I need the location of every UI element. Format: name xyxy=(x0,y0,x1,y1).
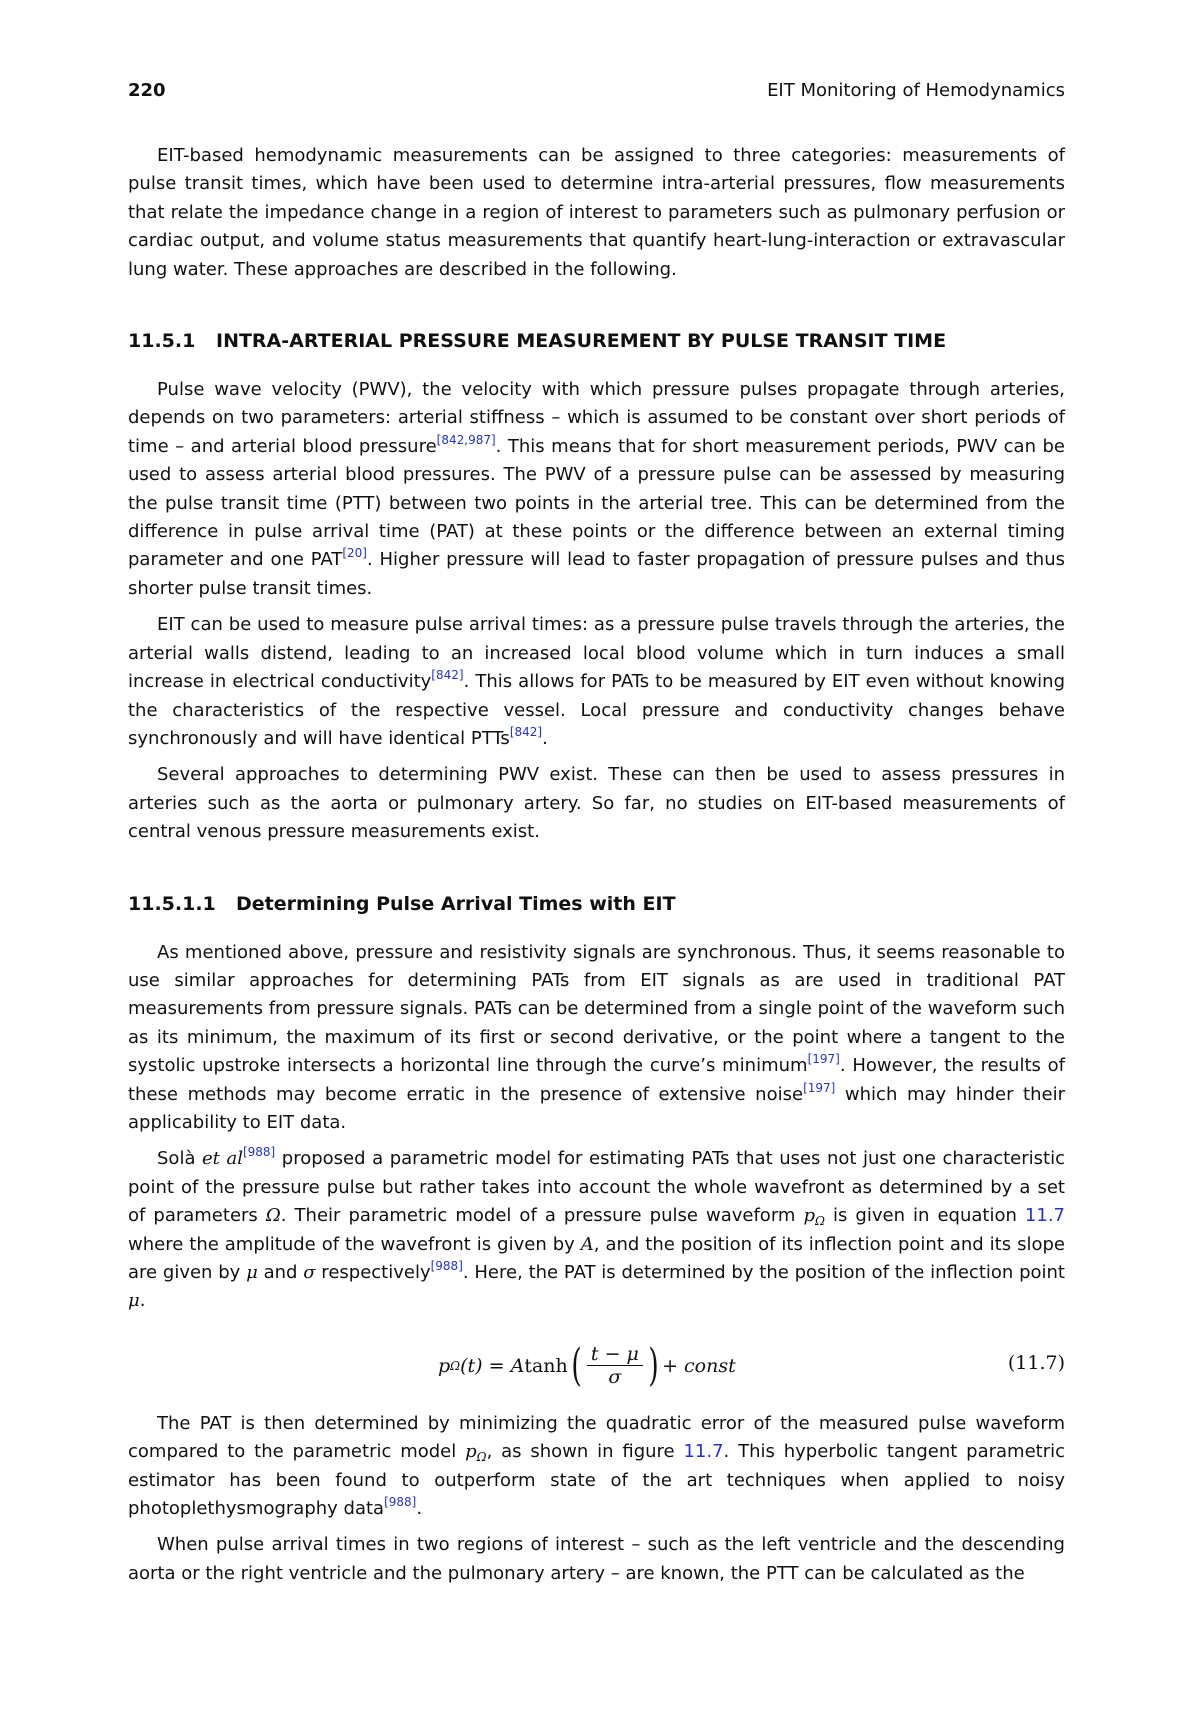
fraction: $\frac{t - \mu}{\sigma}$ xyxy=(587,1343,643,1388)
citation-link[interactable]: [842] xyxy=(509,724,543,739)
page-number: 220 xyxy=(128,80,166,101)
page xyxy=(128,80,1065,1588)
subsection-number: 11.5.1.1 xyxy=(128,892,216,915)
paragraph: As mentioned above, pressure and resistivity signals are synchronous. Thus, it seems reasonable to use similar approaches for determining PATs from EIT signals as are used in traditional PAT measurements from pressure signals. PATs can be determined from a single point of the waveform such as its minimum, the maximum of its first or second derivative, or the point where a tangent to the systolic upstroke intersects a horizontal line through the curve’s minimum[197]. However, the results of these methods may become erratic in the presence of extensive noise[197] which may hinder their applicability to EIT data. xyxy=(128,941,1065,1133)
paragraph: Pulse wave velocity (PWV), the velocity with which pressure pulses propagate through arteries, depends on two parameters: arterial stiffness – which is assumed to be constant over short periods of time – and arterial blood pressure[842,987]. This means that for short measurement periods, PWV can be used to assess arterial blood pressures. The PWV of a pressure pulse can be assessed by measuring the pulse transit time (PTT) between two points in the arterial tree. This can be determined from the difference in pulse arrival time (PAT) at these points or the difference between an external timing parameter and one PAT[20]. Higher pressure will lead to faster propagation of pressure pulses and thus shorter pulse transit times. xyxy=(128,379,1066,599)
citation-link[interactable]: [988] xyxy=(242,1145,276,1160)
citation-link[interactable]: [20] xyxy=(342,546,367,561)
citation-link[interactable]: [197] xyxy=(803,1080,836,1095)
subsection-heading xyxy=(128,891,1065,917)
section-number: 11.5.1 xyxy=(128,330,196,353)
running-title: EIT Monitoring of Hemodynamics xyxy=(767,80,1065,101)
equation-11-7 xyxy=(128,1330,1065,1402)
paragraph: Solà et al[988] proposed a parametric model for estimating PATs that uses not just one characteristic point of the pressure pulse but rather takes into account the whole wavefront as determined by a set of parameters Ω. Their parametric model of a pressure pulse waveform $p_\Omega$ is given in equation 11.7 where the amplitude of the wavefront is given by A, and the position of its inflection point and its slope are given by μ and σ respectively[988]. Here, the PAT is determined by the position of the inflection point μ. xyxy=(128,1145,1065,1312)
citation-link[interactable]: [197] xyxy=(807,1052,840,1067)
paragraph: Several approaches to determining PWV exist. These can then be used to assess pressures in arteries such as the aorta or pulmonary artery. So far, no studies on EIT-based measurements of central venous pressure measurements exist. xyxy=(128,764,1065,843)
paragraph: EIT can be used to measure pulse arrival times: as a pressure pulse travels through the arteries, the arterial walls distend, leading to an increased local blood volume which in turn induces a small increase in electrical conductivity[842]. This allows for PATs to be measured by EIT even without knowing the characteristics of the respective vessel. Local pressure and conductivity changes behave synchronously and will have identical PTTs[842]. xyxy=(128,614,1065,749)
equation-number: (11.7) xyxy=(1007,1351,1065,1374)
equation-link[interactable]: 11.7 xyxy=(1024,1205,1065,1227)
equation-expression: p Ω (t) = A tanh ( $\frac{t - \mu}{\sigma}$ ) + const xyxy=(438,1339,736,1391)
section-title: INTRA-ARTERIAL PRESSURE MEASUREMENT BY PULSE TRANSIT TIME xyxy=(216,330,947,353)
citation-link[interactable]: [842,987] xyxy=(436,432,496,447)
paragraph: When pulse arrival times in two regions of interest – such as the left ventricle and the descending aorta or the right ventricle and the pulmonary artery – are known, the PTT can be calculated as the xyxy=(128,1534,1065,1584)
figure-link[interactable]: 11.7 xyxy=(683,1441,724,1463)
citation-link[interactable]: [988] xyxy=(430,1259,463,1273)
citation-link[interactable]: [842] xyxy=(431,668,464,683)
paragraph: The PAT is then determined by minimizing the quadratic error of the measured pulse waveform compared to the parametric model $p_\Omega$, as shown in figure 11.7. This hyperbolic tangent parametric estimator has been found to outperform state of the art techniques when applied to noisy photoplethysmography data[988]. xyxy=(128,1412,1065,1520)
section-heading xyxy=(128,328,1065,354)
running-header xyxy=(128,80,1065,106)
citation-link[interactable]: [988] xyxy=(384,1495,417,1510)
body-text xyxy=(128,142,1065,1588)
subsection-title: Determining Pulse Arrival Times with EIT xyxy=(236,892,676,915)
intro-paragraph: EIT-based hemodynamic measurements can be assigned to three categories: measurements of pulse transit times, which have been used to determine intra-arterial pressures, flow measurements that relate the impedance change in a region of interest to parameters such as pulmonary perfusion or cardiac output, and volume status measurements that quantify heart-lung-interaction or extravascular lung water. These approaches are described in the following. xyxy=(128,145,1065,280)
